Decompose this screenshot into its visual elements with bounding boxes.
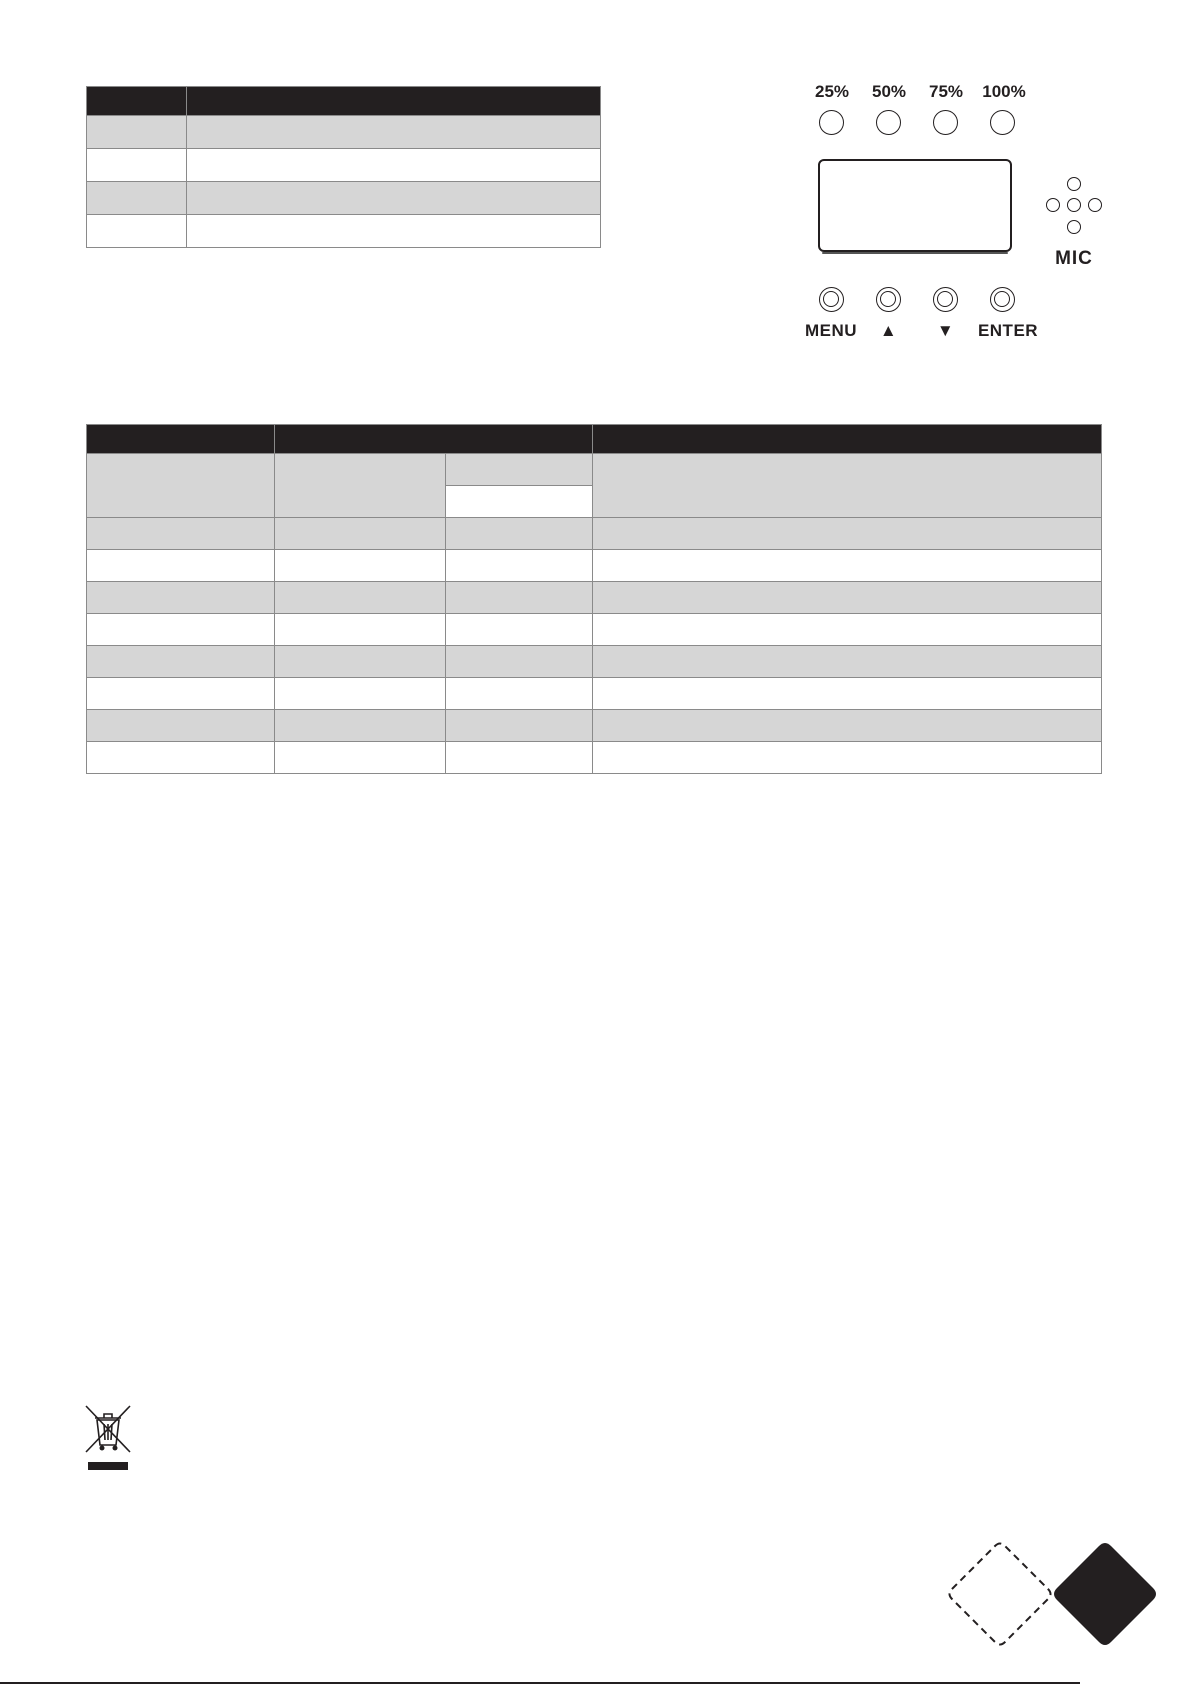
large-table-cell [87, 454, 275, 518]
large-table-cell [593, 582, 1102, 614]
small-table-cell [87, 149, 187, 182]
small-table-header [87, 87, 601, 116]
large-table-cell [593, 550, 1102, 582]
dashed-diamond-icon [950, 1544, 1051, 1645]
control-panel-diagram [796, 80, 1116, 350]
down-button-label: ▼ [936, 321, 955, 340]
large-table-cell [446, 742, 593, 774]
large-table-cell [446, 678, 593, 710]
large-table-row [87, 678, 1102, 710]
large-table-cell [593, 454, 1102, 518]
small-table-cell [187, 215, 601, 248]
brightness-50-label: 50% [871, 82, 907, 101]
large-table-cell [593, 518, 1102, 550]
large-table-cell [275, 710, 446, 742]
large-table-row [87, 454, 1102, 486]
mic-dot-center [1067, 198, 1081, 212]
brightness-75-button [933, 110, 958, 135]
large-table-cell [446, 454, 593, 486]
large-table-row [87, 710, 1102, 742]
large-table-cell [87, 550, 275, 582]
small-table-row [87, 215, 601, 248]
enter-button [990, 287, 1015, 312]
mic-dot-top [1067, 177, 1081, 191]
large-table-cell [275, 518, 446, 550]
filled-diamond-icon [1054, 1543, 1156, 1645]
large-table-cell [87, 614, 275, 646]
large-table-cell [593, 710, 1102, 742]
brightness-75-label: 75% [928, 82, 964, 101]
small-table-header-cell [87, 87, 187, 116]
large-table-cell [275, 582, 446, 614]
large-table-cell [275, 614, 446, 646]
large-table-cell [593, 678, 1102, 710]
large-table-header-cell [87, 425, 275, 454]
large-table-cell [446, 614, 593, 646]
large-table-cell [593, 614, 1102, 646]
small-table-cell [187, 116, 601, 149]
small-table-row [87, 116, 601, 149]
brightness-25-button [819, 110, 844, 135]
mic-dot-right [1088, 198, 1102, 212]
large-table-cell [593, 646, 1102, 678]
large-table-row [87, 582, 1102, 614]
brightness-100-label: 100% [982, 82, 1026, 101]
lcd-display [818, 159, 1012, 252]
large-table-cell [87, 742, 275, 774]
up-button [876, 287, 901, 312]
menu-button-label: MENU [804, 321, 858, 340]
large-table-row [87, 646, 1102, 678]
large-table-cell [87, 518, 275, 550]
brightness-50-button [876, 110, 901, 135]
menu-button [819, 287, 844, 312]
large-table-cell [446, 646, 593, 678]
small-table-cell [87, 182, 187, 215]
crossed-out-wheeled-bin-icon [84, 1404, 132, 1474]
small-table-cell [87, 215, 187, 248]
large-table-cell [275, 550, 446, 582]
small-table-row [87, 149, 601, 182]
corner-diamonds [935, 1534, 1165, 1664]
large-table-row [87, 614, 1102, 646]
large-table-header-cell [593, 425, 1102, 454]
small-table [86, 86, 601, 248]
large-table-row [87, 742, 1102, 774]
large-table-header-cell [275, 425, 593, 454]
small-table-row [87, 182, 601, 215]
enter-button-label: ENTER [977, 321, 1039, 340]
large-table-cell [87, 646, 275, 678]
large-table-cell [87, 678, 275, 710]
mic-label: MIC [1055, 248, 1093, 269]
large-table [86, 424, 1102, 774]
large-table-cell [446, 518, 593, 550]
large-table-cell [593, 742, 1102, 774]
large-table-cell [446, 550, 593, 582]
bottom-rule [0, 1682, 1080, 1684]
brightness-25-label: 25% [814, 82, 850, 101]
large-table-cell [87, 582, 275, 614]
mic-dot-bottom [1067, 220, 1081, 234]
large-table-cell [446, 486, 593, 518]
large-table-cell [275, 742, 446, 774]
small-table-cell [187, 182, 601, 215]
up-button-label: ▲ [879, 321, 898, 340]
large-table-cell [275, 678, 446, 710]
small-table-cell [87, 116, 187, 149]
small-table-header-cell [187, 87, 601, 116]
down-button [933, 287, 958, 312]
small-table-cell [187, 149, 601, 182]
large-table-row [87, 550, 1102, 582]
large-table-cell [446, 582, 593, 614]
mic-dot-left [1046, 198, 1060, 212]
large-table-cell [275, 454, 446, 518]
large-table-cell [87, 710, 275, 742]
large-table-row [87, 518, 1102, 550]
brightness-100-button [990, 110, 1015, 135]
large-table-cell [275, 646, 446, 678]
large-table-header [87, 425, 1102, 454]
large-table-cell [446, 710, 593, 742]
